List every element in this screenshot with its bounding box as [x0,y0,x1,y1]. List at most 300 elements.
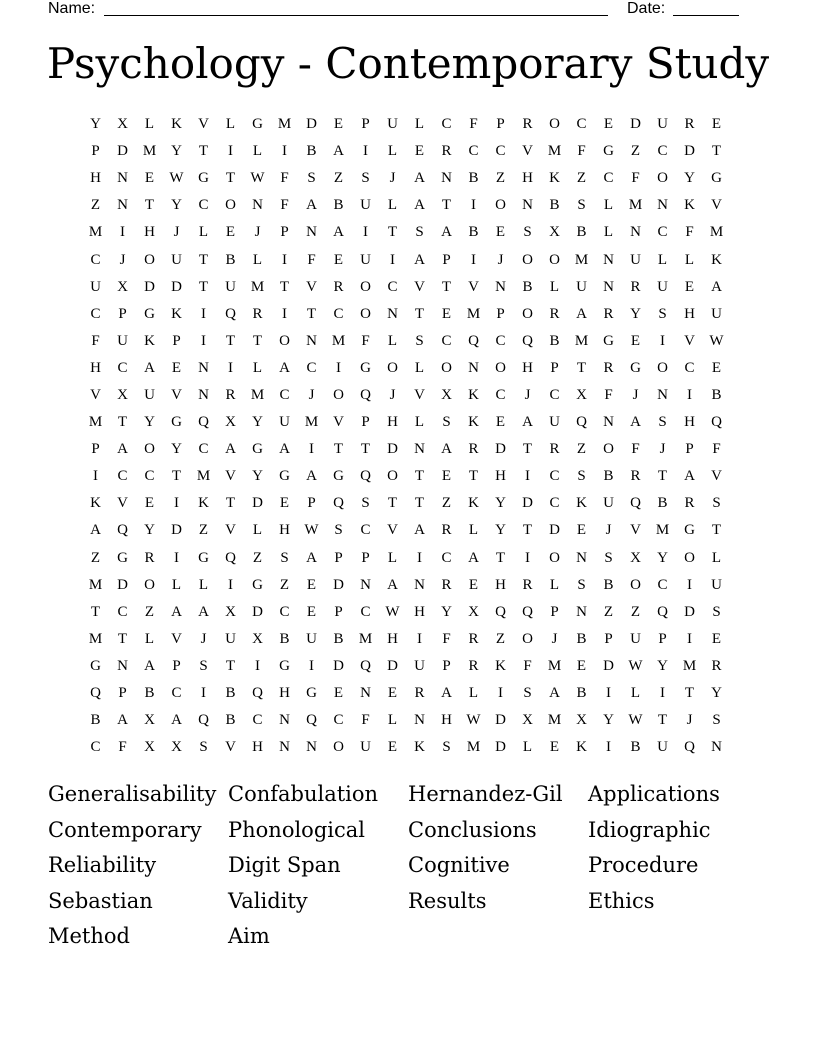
grid-letter: G [117,549,128,566]
grid-letter: W [466,712,481,729]
grid-letter: X [576,712,587,729]
grid-letter: L [387,197,398,214]
grid-letter: Q [495,603,506,620]
grid-letter: T [225,657,236,674]
grid-letter: I [471,251,476,268]
grid-letter: P [496,305,505,322]
grid-letter: P [685,441,694,458]
grid-letter: U [657,278,668,295]
grid-letter: C [549,386,560,403]
grid-letter: I [687,576,692,593]
grid-letter: E [441,305,452,322]
grid-letter: V [630,522,641,539]
grid-letter: S [658,414,667,431]
grid-letter: A [441,685,452,702]
grid-letter: J [632,386,639,403]
grid-letter: R [603,305,614,322]
grid-letter: Q [360,468,371,485]
grid-letter: S [442,739,451,756]
grid-letter: E [144,170,155,187]
grid-letter: J [389,386,396,403]
grid-letter: Q [360,657,371,674]
grid-letter: W [169,170,184,187]
grid-letter: X [144,712,155,729]
grid-letter: G [360,359,371,376]
grid-letter: N [441,170,452,187]
grid-letter: L [252,143,263,160]
grid-letter: N [360,685,371,702]
grid-letter: S [199,739,208,756]
grid-letter: M [547,712,562,729]
grid-letter: E [387,739,398,756]
grid-letter: K [198,495,209,512]
grid-letter: N [306,739,317,756]
grid-letter: T [225,170,236,187]
grid-letter: G [198,170,209,187]
grid-letter: W [250,170,265,187]
grid-letter: O [225,197,236,214]
grid-letter: O [495,359,506,376]
page-title: Psychology - Contemporary Study [46,39,770,88]
grid-letter: M [466,739,481,756]
grid-letter: Y [171,197,182,214]
grid-letter: B [90,712,101,729]
grid-letter: T [495,549,506,566]
grid-letter: B [603,468,614,485]
grid-letter: G [279,657,290,674]
grid-letter: X [144,739,155,756]
grid-letter: M [250,278,265,295]
grid-letter: G [252,576,263,593]
grid-letter: N [711,739,722,756]
grid-letter: O [549,251,560,268]
grid-letter: E [549,739,560,756]
grid-letter: I [201,685,206,702]
grid-letter: Z [495,630,506,647]
grid-letter: T [360,441,371,458]
grid-letter: S [361,495,370,512]
grid-letter: G [279,468,290,485]
grid-letter: I [687,630,692,647]
grid-letter: N [279,712,290,729]
grid-letter: B [225,712,236,729]
grid-letter: Z [630,603,641,620]
grid-letter: C [468,143,479,160]
grid-letter: Z [252,549,263,566]
grid-letter: Q [657,603,668,620]
grid-letter: V [468,278,479,295]
grid-letter: C [549,468,560,485]
grid-letter: F [307,251,316,268]
word-list-item: Method [48,924,130,949]
grid-letter: C [549,495,560,512]
grid-letter: E [414,143,425,160]
grid-letter: G [144,305,155,322]
grid-letter: G [306,685,317,702]
grid-letter: E [711,116,722,133]
grid-letter: R [441,522,452,539]
grid-letter: K [468,386,479,403]
grid-letter: O [360,278,371,295]
grid-letter: T [711,522,722,539]
grid-letter: B [549,332,560,349]
grid-letter: O [333,386,344,403]
grid-letter: D [549,522,560,539]
grid-letter: Z [630,143,641,160]
grid-letter: N [603,414,614,431]
grid-letter: P [361,414,370,431]
grid-letter: T [441,278,452,295]
grid-letter: V [225,468,236,485]
grid-letter: Y [144,414,155,431]
grid-letter: O [522,251,533,268]
grid-letter: S [334,522,343,539]
grid-letter: S [523,685,532,702]
grid-letter: R [468,441,479,458]
grid-letter: X [576,386,587,403]
grid-letter: N [279,739,290,756]
grid-letter: U [387,116,398,133]
grid-letter: I [282,251,287,268]
grid-letter: Q [684,739,695,756]
grid-letter: Q [306,712,317,729]
grid-letter: Y [495,522,506,539]
grid-letter: U [306,630,317,647]
grid-letter: X [225,603,236,620]
grid-letter: H [522,170,533,187]
grid-letter: I [687,386,692,403]
grid-letter: Y [711,685,722,702]
grid-letter: K [171,116,182,133]
grid-letter: N [576,549,587,566]
grid-letter: D [306,116,317,133]
grid-letter: D [630,116,641,133]
grid-letter: C [117,468,128,485]
grid-letter: J [605,522,612,539]
grid-letter: M [574,251,589,268]
grid-letter: T [414,495,425,512]
grid-letter: K [90,495,101,512]
grid-letter: U [657,116,668,133]
grid-letter: M [142,143,157,160]
grid-letter: I [525,468,530,485]
grid-letter: I [309,657,314,674]
grid-letter: D [387,657,398,674]
grid-letter: Y [171,441,182,458]
grid-letter: I [390,251,395,268]
grid-letter: R [468,657,479,674]
grid-letter: C [117,359,128,376]
grid-letter: D [171,278,182,295]
grid-letter: X [117,116,128,133]
grid-letter: Y [684,170,695,187]
grid-letter: P [118,305,127,322]
grid-letter: W [304,522,319,539]
grid-letter: D [333,657,344,674]
grid-letter: E [711,359,722,376]
grid-letter: M [331,332,346,349]
grid-letter: N [414,576,425,593]
grid-letter: E [306,603,317,620]
grid-letter: G [603,143,614,160]
grid-letter: U [225,278,236,295]
grid-letter: C [90,305,101,322]
grid-letter: E [468,576,479,593]
grid-letter: K [468,495,479,512]
grid-letter: L [603,197,614,214]
grid-letter: T [711,143,722,160]
grid-letter: I [363,143,368,160]
grid-letter: J [524,386,531,403]
grid-letter: Y [657,657,668,674]
grid-letter: A [441,224,452,241]
grid-letter: H [495,576,506,593]
grid-letter: D [684,143,695,160]
grid-letter: C [198,441,209,458]
grid-letter: H [684,414,695,431]
date-line[interactable] [673,15,739,16]
word-list-item: Contemporary [48,817,202,842]
grid-letter: C [198,197,209,214]
grid-letter: P [361,116,370,133]
grid-letter: V [711,468,722,485]
grid-letter: X [117,278,128,295]
grid-letter: H [252,739,263,756]
grid-letter: L [414,359,425,376]
grid-letter: O [144,576,155,593]
grid-letter: B [225,685,236,702]
grid-letter: F [685,224,694,241]
grid-letter: B [306,143,317,160]
grid-letter: U [360,197,371,214]
grid-letter: A [117,441,128,458]
word-list-item: Validity [228,888,308,913]
grid-letter: O [657,359,668,376]
grid-letter: Y [252,468,263,485]
grid-letter: X [225,414,236,431]
grid-letter: Q [225,305,236,322]
grid-letter: I [363,224,368,241]
grid-letter: H [279,522,290,539]
grid-letter: D [252,603,263,620]
grid-letter: D [387,441,398,458]
grid-letter: S [577,197,586,214]
grid-letter: P [91,143,100,160]
word-list [48,777,768,955]
grid-letter: V [306,278,317,295]
grid-letter: E [279,495,290,512]
grid-letter: C [171,685,182,702]
grid-letter: U [414,657,425,674]
grid-letter: S [712,603,721,620]
grid-letter: I [471,197,476,214]
grid-letter: A [117,712,128,729]
grid-letter: V [333,414,344,431]
word-list-item: Ethics [588,888,655,913]
grid-letter: Z [333,170,344,187]
grid-letter: P [91,441,100,458]
grid-letter: P [280,224,289,241]
grid-letter: D [252,495,263,512]
grid-letter: V [171,630,182,647]
grid-letter: G [252,116,263,133]
word-list-item: Hernandez-Gil [408,782,563,806]
grid-letter: S [577,576,586,593]
grid-letter: R [711,657,722,674]
grid-letter: O [360,305,371,322]
grid-letter: Q [225,549,236,566]
grid-letter: Q [198,414,209,431]
grid-letter: E [441,468,452,485]
grid-letter: X [252,630,263,647]
grid-letter: M [250,386,265,403]
grid-letter: C [657,224,668,241]
grid-letter: O [549,549,560,566]
grid-letter: V [522,143,533,160]
grid-letter: N [630,224,641,241]
grid-letter: S [415,332,424,349]
grid-letter: J [254,224,261,241]
grid-letter: I [282,143,287,160]
grid-letter: K [576,739,587,756]
grid-letter: A [522,414,533,431]
grid-letter: X [117,386,128,403]
grid-letter: U [360,739,371,756]
grid-letter: G [171,414,182,431]
grid-letter: P [658,630,667,647]
grid-letter: N [603,278,614,295]
grid-letter: T [387,495,398,512]
grid-letter: A [549,685,560,702]
grid-letter: V [198,116,209,133]
word-list-item: Cognitive [408,853,510,878]
grid-letter: E [711,630,722,647]
grid-letter: V [225,739,236,756]
grid-letter: S [199,657,208,674]
grid-letter: H [144,224,155,241]
grid-letter: U [657,739,668,756]
grid-letter: M [547,143,562,160]
grid-letter: P [118,685,127,702]
grid-letter: K [711,251,722,268]
grid-letter: F [712,441,721,458]
word-list-item: Procedure [588,853,699,878]
grid-letter: V [171,386,182,403]
grid-letter: R [684,495,695,512]
grid-letter: J [497,251,504,268]
grid-letter: D [171,522,182,539]
grid-letter: Q [90,685,101,702]
word-list-item: Reliability [48,853,157,878]
grid-letter: F [280,170,289,187]
grid-letter: C [603,170,614,187]
grid-letter: N [306,332,317,349]
grid-letter: X [171,739,182,756]
grid-letter: O [387,359,398,376]
grid-letter: E [576,657,587,674]
grid-letter: O [522,305,533,322]
grid-letter: U [90,278,101,295]
grid-letter: A [333,224,344,241]
grid-letter: M [709,224,724,241]
grid-letter: P [334,603,343,620]
grid-letter: M [277,116,292,133]
grid-letter: L [603,224,614,241]
grid-letter: U [711,305,722,322]
grid-letter: I [228,143,233,160]
grid-letter: G [198,549,209,566]
grid-letter: C [576,116,587,133]
grid-letter: P [604,630,613,647]
grid-letter: Q [630,495,641,512]
grid-letter: E [576,522,587,539]
grid-letter: Y [495,495,506,512]
grid-letter: L [630,685,641,702]
grid-letter: Q [360,386,371,403]
grid-letter: S [658,305,667,322]
grid-letter: T [117,414,128,431]
word-list-item: Digit Span [228,853,341,878]
grid-letter: R [549,441,560,458]
name-line[interactable] [104,15,608,16]
grid-letter: T [414,468,425,485]
grid-letter: E [333,685,344,702]
grid-letter: L [684,251,695,268]
grid-letter: H [90,359,101,376]
grid-letter: I [174,495,179,512]
grid-letter: B [468,224,479,241]
grid-letter: R [522,576,533,593]
grid-letter: P [550,359,559,376]
grid-letter: L [198,224,209,241]
grid-letter: C [279,603,290,620]
grid-letter: L [414,414,425,431]
grid-letter: H [522,359,533,376]
grid-letter: N [360,576,371,593]
grid-letter: P [550,603,559,620]
grid-letter: A [198,603,209,620]
grid-letter: E [387,685,398,702]
grid-letter: E [171,359,182,376]
grid-letter: J [389,170,396,187]
grid-letter: B [657,495,668,512]
grid-letter: L [657,251,668,268]
grid-letter: C [441,332,452,349]
grid-letter: J [551,630,558,647]
grid-letter: Q [252,685,263,702]
grid-letter: E [495,224,506,241]
grid-letter: A [387,576,398,593]
grid-letter: T [225,332,236,349]
grid-letter: F [442,630,451,647]
grid-letter: I [228,359,233,376]
grid-letter: O [279,332,290,349]
grid-letter: C [360,603,371,620]
word-list-item: Confabulation [228,782,379,806]
grid-letter: J [119,251,126,268]
grid-letter: G [90,657,101,674]
grid-letter: K [414,739,425,756]
grid-letter: A [306,549,317,566]
grid-letter: H [414,603,425,620]
grid-letter: S [280,549,289,566]
grid-letter: O [522,630,533,647]
grid-letter: Q [711,414,722,431]
grid-letter: A [90,522,101,539]
grid-letter: H [495,468,506,485]
date-label: Date: [627,0,666,17]
grid-letter: T [657,712,668,729]
